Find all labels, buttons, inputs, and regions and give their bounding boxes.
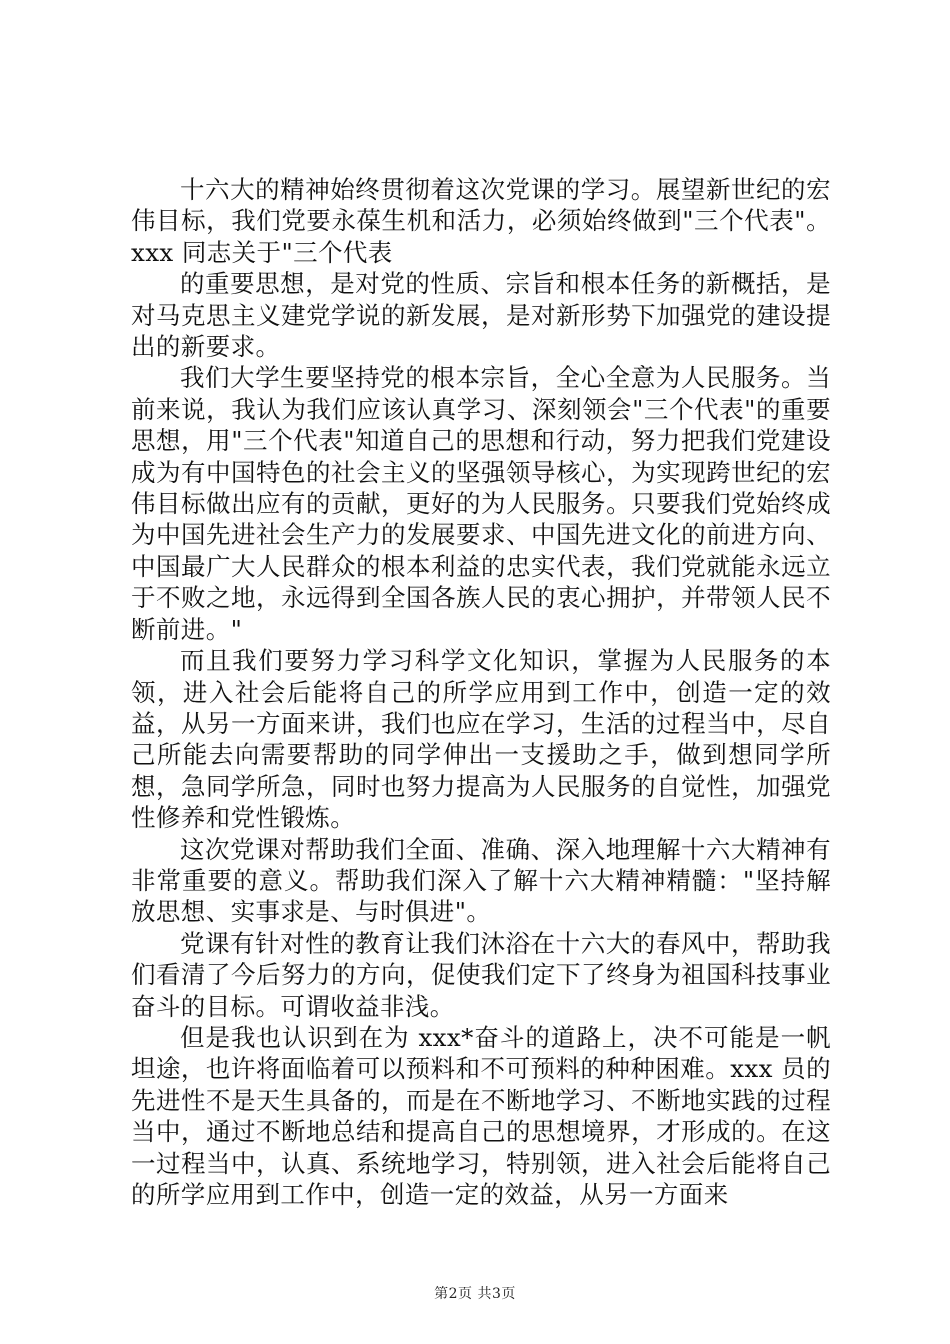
paragraph-1: 十六大的精神始终贯彻着这次党课的学习。展望新世纪的宏伟目标，我们党要永葆生机和活力，必须始终做到"三个代表"。xxx 同志关于"三个代表 bbox=[131, 175, 831, 267]
paragraph-3: 我们大学生要坚持党的根本宗旨，全心全意为人民服务。当前来说，我认为我们应该认真学习、深刻领会"三个代表"的重要思想，用"三个代表"知道自己的思想和行动，努力把我们党建设成为有中国特色的社会主义的坚强领导核心，为实现跨世纪的宏伟目标做出应有的贡献，更好的为人民服务。只要我们党始终成为中国先进社会生产力的发展要求、中国先进文化的前进方向、中国最广大人民群众的根本利益的忠实代表，我们党就能永远立于不败之地，永远得到全国各族人民的衷心拥护，并带领人民不断前进。" bbox=[131, 363, 831, 644]
document-body bbox=[131, 174, 831, 1210]
paragraph-6: 党课有针对性的教育让我们沐浴在十六大的春风中，帮助我们看清了今后努力的方向，促使我们定下了终身为祖国科技事业奋斗的目标。可谓收益非浅。 bbox=[131, 928, 831, 1021]
paragraph-2: 的重要思想，是对党的性质、宗旨和根本任务的新概括，是对马克思主义建党学说的新发展，是对新形势下加强党的建设提出的新要求。 bbox=[131, 269, 831, 362]
page-footer: 第2页 共3页 bbox=[434, 1286, 516, 1302]
paragraph-5: 这次党课对帮助我们全面、准确、深入地理解十六大精神有非常重要的意义。帮助我们深入了解十六大精神精髓："坚持解放思想、实事求是、与时俱进"。 bbox=[131, 834, 831, 927]
paragraph-7: 但是我也认识到在为 xxx*奋斗的道路上，决不可能是一帆坦途，也许将面临着可以预料和不可预料的种种困难。xxx 员的先进性不是天生具备的，而是在不断地学习、不断地实践的过程当中，通过不断地总结和提高自己的思想境界，才形成的。在这一过程当中，认真、系统地学习，特别领，进入社会后能将自己的所学应用到工作中，创造一定的效益，从另一方面来 bbox=[131, 1022, 831, 1209]
paragraph-4: 而且我们要努力学习科学文化知识，掌握为人民服务的本领，进入社会后能将自己的所学应用到工作中，创造一定的效益，从另一方面来讲，我们也应在学习，生活的过程当中，尽自己所能去向需要帮助的同学伸出一支援助之手，做到想同学所想，急同学所急，同时也努力提高为人民服务的自觉性，加强党性修养和党性锻炼。 bbox=[131, 646, 831, 833]
